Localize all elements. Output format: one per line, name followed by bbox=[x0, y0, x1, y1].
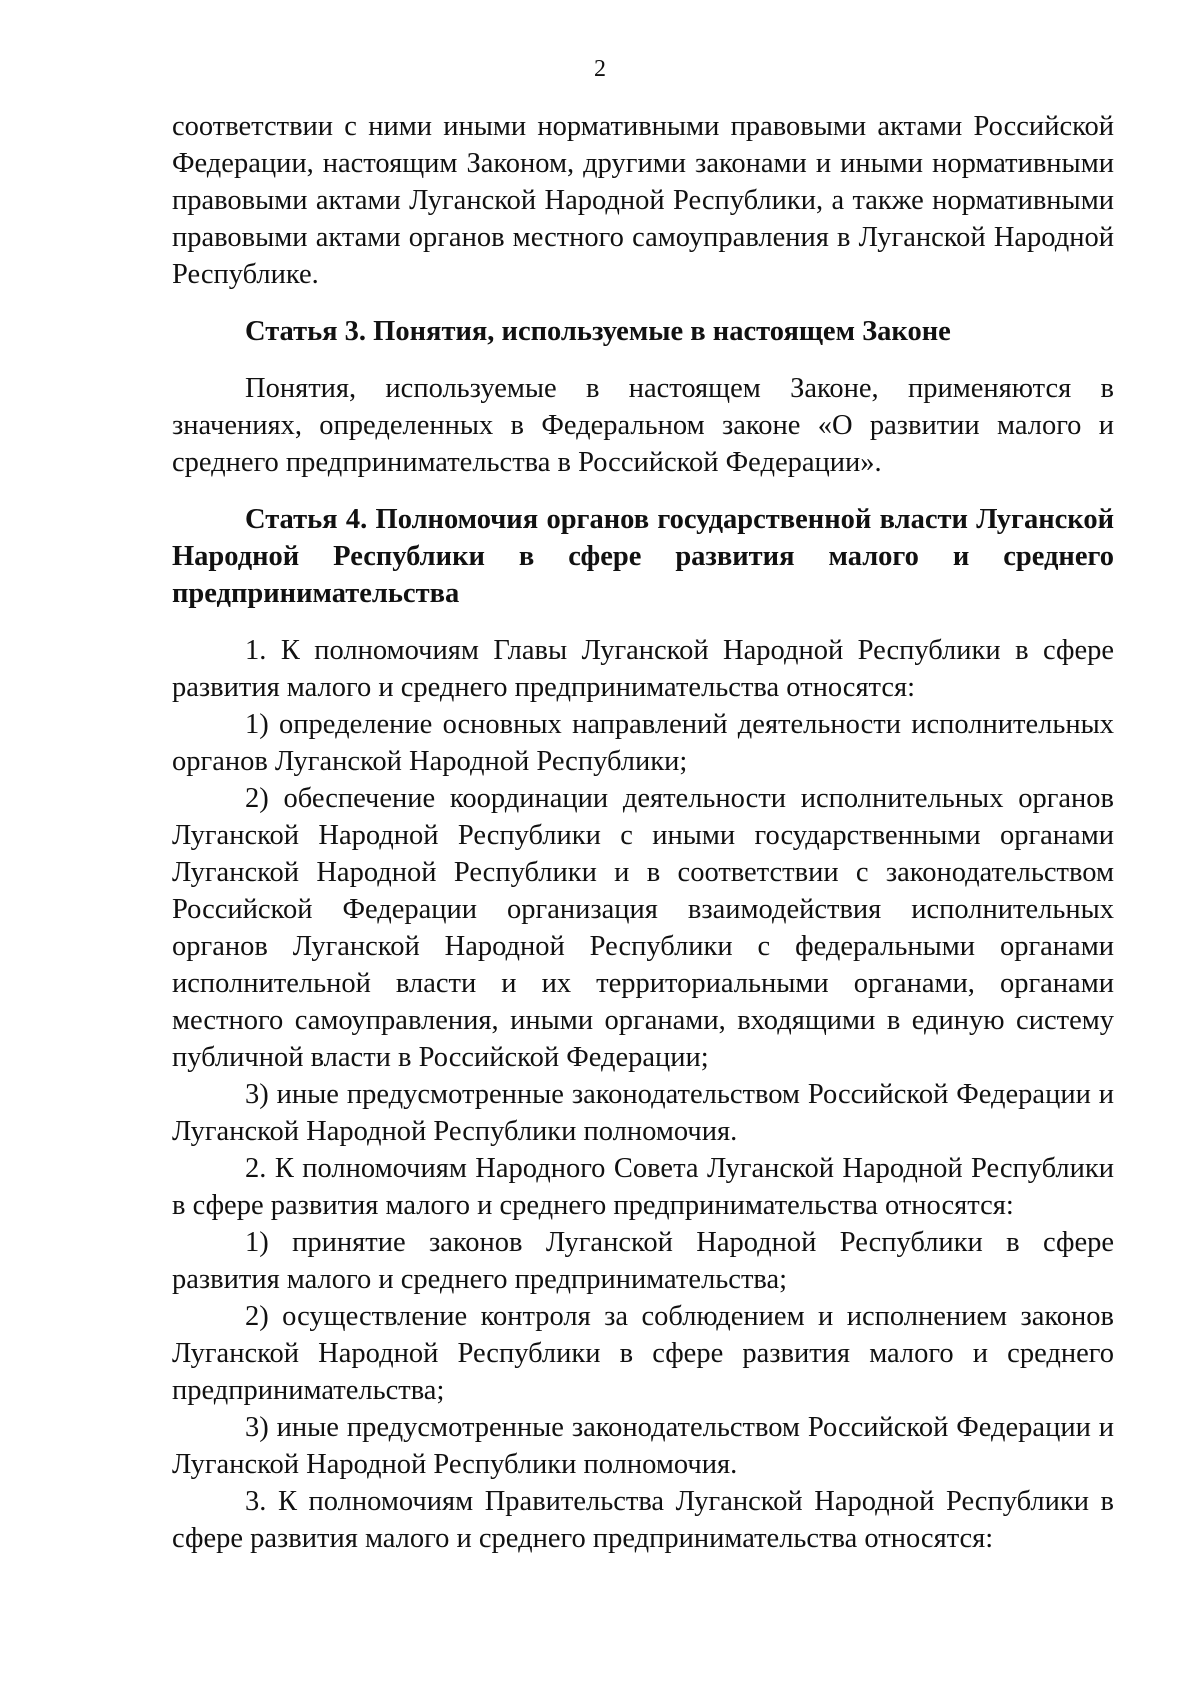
article-4-clause-2: 2. К полномочиям Народного Совета Луганской Народной Республики в сфере развития малого и среднего предпринимательства относятся: bbox=[172, 1153, 1114, 1221]
article-4-clause-1: 1. К полномочиям Главы Луганской Народной Республики в сфере развития малого и среднего предпринимательства относятся: bbox=[172, 635, 1114, 703]
article-4-clause-3: 3. К полномочиям Правительства Луганской Народной Республики в сфере развития малого и среднего предпринимательства относятся: bbox=[172, 1486, 1114, 1554]
article-4-heading: Статья 4. Полномочия органов государственной власти Луганской Народной Республики в сфере развития малого и среднего предпринимательства bbox=[172, 504, 1114, 609]
article-4-clause-2-item-2: 2) осуществление контроля за соблюдением и исполнением законов Луганской Народной Республики в сфере развития малого и среднего предпринимательства; bbox=[172, 1301, 1114, 1406]
article-3-text: Понятия, используемые в настоящем Законе, применяются в значениях, определенных в Федеральном законе «О развитии малого и среднего предпринимательства в Российской Федерации». bbox=[172, 373, 1114, 478]
article-4-clause-1-item-2: 2) обеспечение координации деятельности исполнительных органов Луганской Народной Республики с иными государственными органами Луганской Народной Республики и в соответствии с законодательством Российской Федерации организация взаимодействия исполнительных органов Луганской Народной Республики с федеральными органами исполнительной власти и их территориальными органами, органами местного самоуправления, иными органами, входящими в единую систему публичной власти в Российской Федерации; bbox=[172, 783, 1114, 1073]
page-number: 2 bbox=[594, 56, 606, 82]
article-4-clause-1-item-1: 1) определение основных направлений деятельности исполнительных органов Луганской Народной Республики; bbox=[172, 709, 1114, 777]
document-body bbox=[172, 108, 1114, 1557]
article-3-heading: Статья 3. Понятия, используемые в настоящем Законе bbox=[245, 316, 951, 347]
article-4-clause-1-item-3: 3) иные предусмотренные законодательством Российской Федерации и Луганской Народной Республики полномочия. bbox=[172, 1079, 1114, 1147]
article-4-clause-2-item-1: 1) принятие законов Луганской Народной Республики в сфере развития малого и среднего предпринимательства; bbox=[172, 1227, 1114, 1295]
paragraph-continuation: соответствии с ними иными нормативными правовыми актами Российской Федерации, настоящим Законом, другими законами и иными нормативными правовыми актами Луганской Народной Республики, а также нормативными правовыми актами органов местного самоуправления в Луганской Народной Республике. bbox=[172, 111, 1114, 290]
article-4-clause-2-item-3: 3) иные предусмотренные законодательством Российской Федерации и Луганской Народной Республики полномочия. bbox=[172, 1412, 1114, 1480]
